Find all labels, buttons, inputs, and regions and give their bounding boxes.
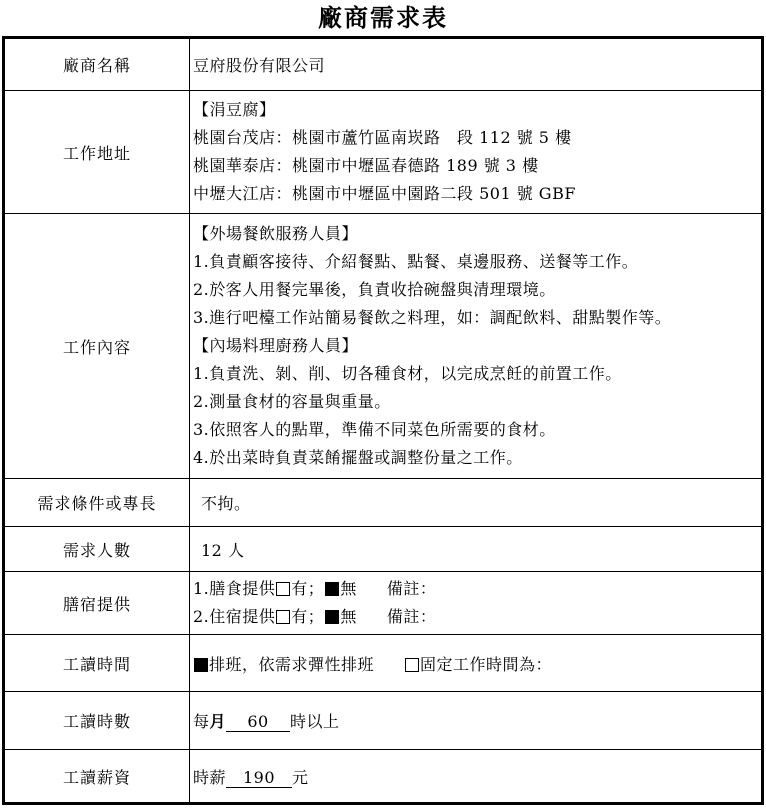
address-line: 桃園華泰店：桃園市中壢區春德路 189 號 3 樓 <box>193 156 539 175</box>
address-line: 中壢大江店：桃園市中壢區中園路二段 501 號 GBF <box>193 184 576 203</box>
headcount-label: 需求人數 <box>4 527 190 572</box>
job-content-label: 工作內容 <box>4 214 190 479</box>
work-hours-label: 工讀時數 <box>4 692 190 750</box>
fixed-time-label: 固定工作時間為： <box>420 654 553 674</box>
lodging-no-checkbox[interactable] <box>325 610 339 624</box>
job-content-line: 1.負責顧客接待、介紹餐點、點餐、桌邊服務、送餐等工作。 <box>193 252 639 271</box>
address-line: 【涓豆腐】 <box>193 100 276 119</box>
wage-value <box>190 750 763 804</box>
meal-yes-label: 有 <box>291 579 308 598</box>
lodging-line <box>193 603 761 631</box>
table-row <box>4 479 763 527</box>
wage-label: 工讀薪資 <box>4 750 190 804</box>
work-time-value <box>190 635 763 692</box>
job-content-value <box>190 214 763 479</box>
meal-no-checkbox[interactable] <box>325 582 339 596</box>
job-content-line: 3.依照客人的點單，準備不同菜色所需要的食材。 <box>193 420 556 439</box>
table-row <box>4 692 763 750</box>
work-hours-prefix: 每 <box>193 712 210 731</box>
wage-prefix: 時薪 <box>193 767 227 787</box>
company-name-label: 廠商名稱 <box>4 38 190 91</box>
job-content-line: 3.進行吧檯工作站簡易餐飲之料理，如：調配飲料、甜點製作等。 <box>193 308 672 327</box>
work-time-label: 工讀時間 <box>4 635 190 692</box>
fixed-time-checkbox[interactable] <box>405 658 419 672</box>
meal-yes-checkbox[interactable] <box>276 582 290 596</box>
table-row <box>4 214 763 479</box>
address-line: 桃園台茂店：桃園市蘆竹區南崁路 段 112 號 5 樓 <box>193 128 572 147</box>
work-address-value <box>190 91 763 214</box>
job-content-line: 【內場料理廚務人員】 <box>193 336 359 355</box>
shift-checkbox[interactable] <box>194 658 208 672</box>
meal-note-label: 備註： <box>386 579 437 598</box>
meal-no-label: 無 <box>340 579 357 598</box>
requirements-value: 不拘。 <box>190 479 763 527</box>
vendor-requirements-table <box>2 36 764 805</box>
separator: ； <box>307 607 325 626</box>
wage-amount: 190 <box>226 769 292 788</box>
meal-prefix: 1.膳食提供 <box>193 579 276 598</box>
job-content-line: 2.測量食材的容量與重量。 <box>193 392 391 411</box>
table-row <box>4 91 763 214</box>
work-hours-value <box>190 692 763 750</box>
table-row <box>4 527 763 572</box>
headcount-value: 12 人 <box>190 527 763 572</box>
job-content-line: 4.於出菜時負責菜餚擺盤或調整份量之工作。 <box>193 448 523 467</box>
requirements-label: 需求條件或專長 <box>4 479 190 527</box>
job-content-line: 1.負責洗、剝、削、切各種食材，以完成烹飪的前置工作。 <box>193 364 622 383</box>
work-hours-amount: 60 <box>226 713 290 732</box>
lodging-prefix: 2.住宿提供 <box>193 607 276 626</box>
lodging-no-label: 無 <box>340 607 357 626</box>
lodging-yes-label: 有 <box>291 607 308 626</box>
shift-label: 排班，依需求彈性排班 <box>209 654 375 674</box>
separator: ； <box>307 579 325 598</box>
lodging-yes-checkbox[interactable] <box>276 610 290 624</box>
meal-line <box>193 575 761 603</box>
job-content-line: 【外場餐飲服務人員】 <box>193 224 359 243</box>
table-row <box>4 750 763 804</box>
table-row <box>4 572 763 635</box>
job-content-line: 2.於客人用餐完畢後，負責收拾碗盤與清理環境。 <box>193 280 556 299</box>
table-row <box>4 635 763 692</box>
table-row <box>4 38 763 91</box>
wage-suffix: 元 <box>292 767 309 787</box>
form-title: 廠商需求表 <box>318 3 448 32</box>
lodging-note-label: 備註： <box>386 607 437 626</box>
work-hours-suffix: 時以上 <box>290 712 340 731</box>
board-lodging-value <box>190 572 763 635</box>
work-hours-unit: 月 <box>209 712 227 731</box>
company-name-value: 豆府股份有限公司 <box>190 38 763 91</box>
work-address-label: 工作地址 <box>4 91 190 214</box>
board-lodging-label: 膳宿提供 <box>4 572 190 635</box>
